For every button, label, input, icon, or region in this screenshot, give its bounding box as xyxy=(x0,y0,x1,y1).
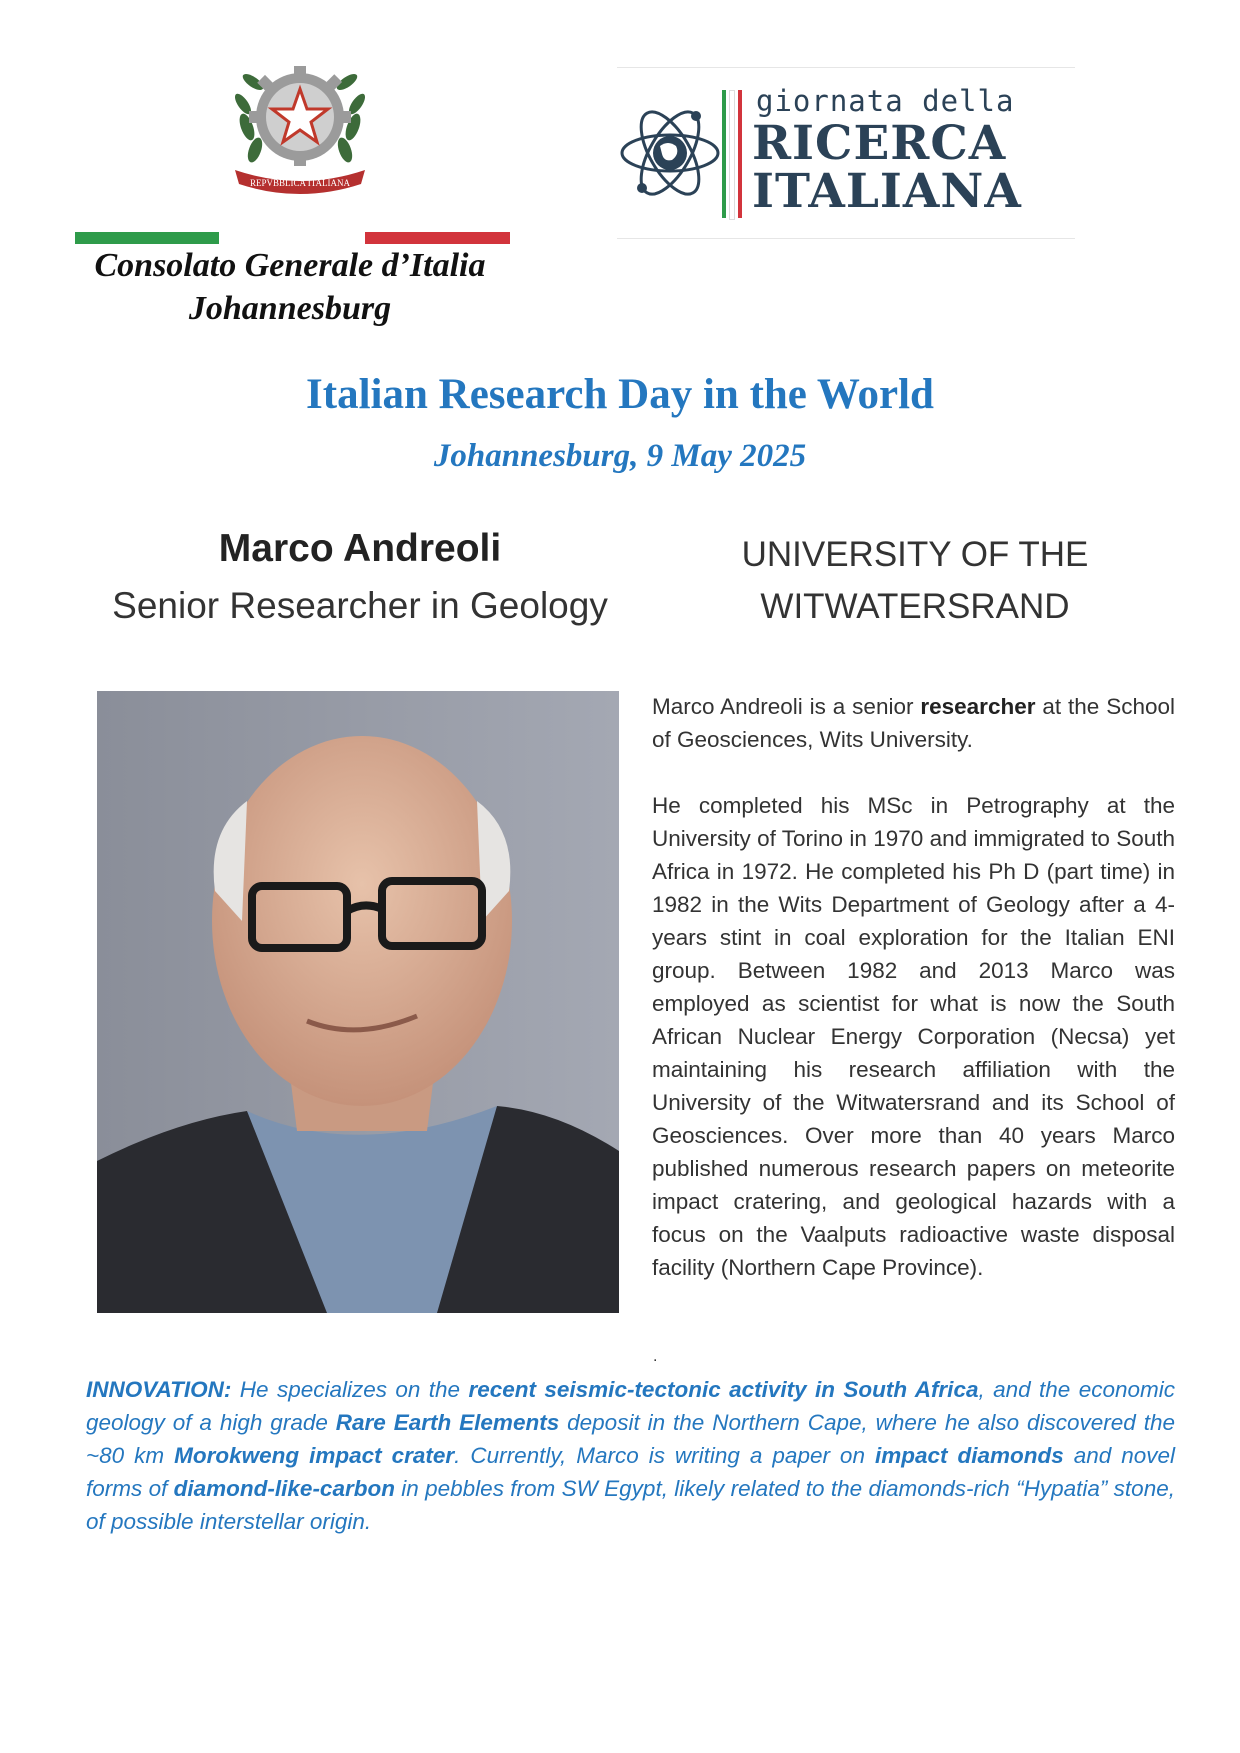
emblem-ribbon-text: REPVBBLICA ITALIANA xyxy=(249,178,351,188)
logo-tricolor xyxy=(722,90,742,218)
italian-republic-emblem xyxy=(225,52,375,202)
flag-stripe-green xyxy=(75,232,219,244)
portrait-photo xyxy=(97,691,619,1313)
person-role: Senior Researcher in Geology xyxy=(112,585,608,626)
logo-text-italiana: ITALIANA xyxy=(752,164,1022,219)
atom-globe-icon xyxy=(620,88,720,218)
logo-text-ricerca: RICERCA xyxy=(752,116,1007,171)
university-line2: WITWATERSRAND xyxy=(760,587,1070,626)
bio-paragraph-2: He completed his MSc in Petrography at the University of Torino in 1970 and immigrated to South Africa in 1972. He completed his Ph D (part time) in 1982 in the Wits Department of Geology after a 4-years stint in coal exploration for the Italian ENI group. Between 1982 and 2013 Marco was employed as scientist for what is now the South African Nuclear Energy Corporation (Necsa) yet maintaining his research affiliation with the University of the Witwatersrand and its School of Geosciences. Over more than 40 years Marco published numerous research papers on meteorite impact cratering, and geological hazards with a focus on the Vaalputs radioactive waste disposal facility (Northern Cape Province). xyxy=(652,793,1175,1280)
separator-dot: . xyxy=(653,1348,658,1365)
university-name xyxy=(690,529,1140,633)
university-line1: UNIVERSITY OF THE xyxy=(741,535,1089,574)
person-name: Marco Andreoli xyxy=(218,527,502,570)
flag-stripe-red xyxy=(365,232,510,244)
innovation-paragraph: INNOVATION: He specializes on the recent seismic-tectonic activity in South Africa, and the economic geology of a high grade Rare Earth Elements deposit in the Northern Cape, where he also discovered the ~80 km Morokweng impact crater. Currently, Marco is writing a paper on impact diamonds and novel forms of diamond-like-carbon in pebbles from SW Egypt, likely related to the diamonds-rich “Hypatia” stone, of possible interstellar origin. xyxy=(86,1377,1176,1534)
consulate-name-line2: Johannesburg xyxy=(188,290,392,327)
bio-text xyxy=(652,690,1175,1317)
innovation-label: INNOVATION: xyxy=(86,1377,232,1402)
event-subtitle: Johannesburg, 9 May 2025 xyxy=(433,438,807,474)
event-title: Italian Research Day in the World xyxy=(306,371,934,418)
consulate-name-line1: Consolato Generale d’Italia xyxy=(94,247,486,284)
logo-rule-bottom xyxy=(617,238,1075,239)
logo-rule-top xyxy=(617,67,1075,68)
bio-paragraph-1: Marco Andreoli is a senior researcher at the School of Geosciences, Wits University. xyxy=(652,694,1176,752)
consulate-name xyxy=(60,244,520,330)
logo-text-small: giornata della xyxy=(756,84,1015,118)
bio-bold-researcher: researcher xyxy=(920,694,1036,719)
